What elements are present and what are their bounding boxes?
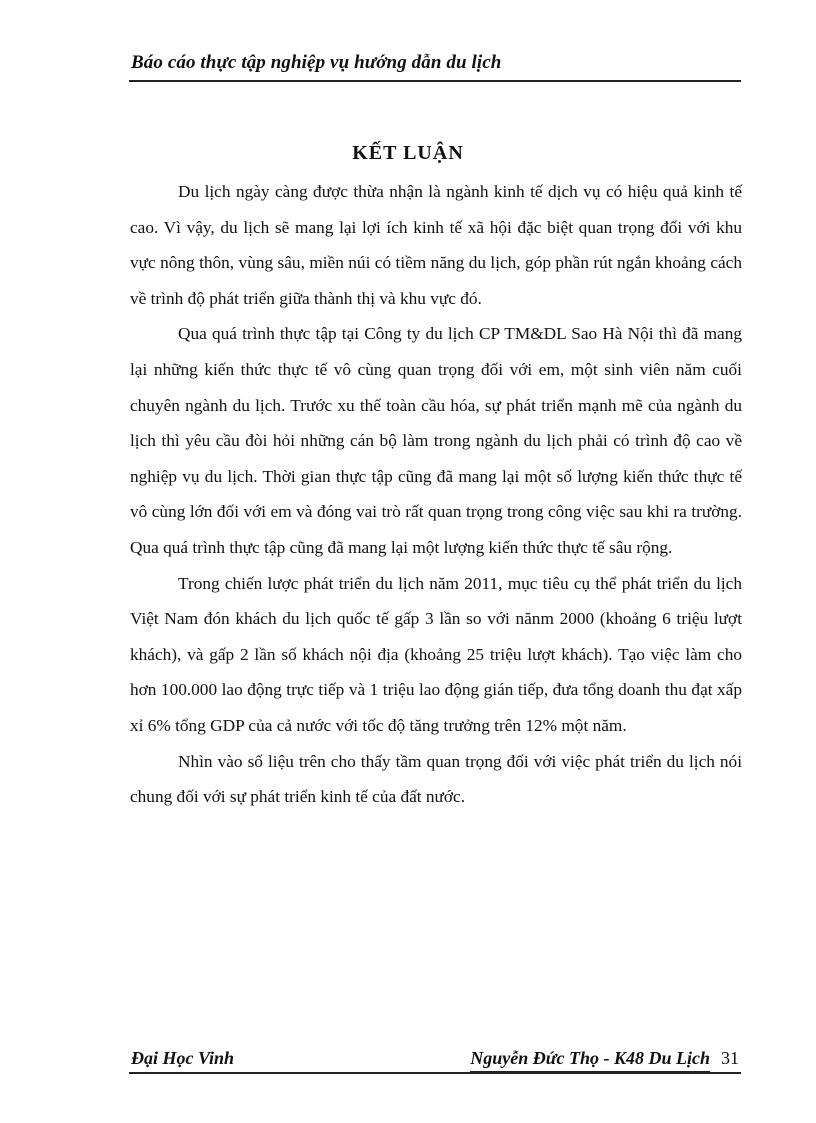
header-title: Báo cáo thực tập nghiệp vụ hướng dẫn du lịch — [131, 52, 502, 73]
page-footer — [129, 1044, 741, 1074]
page-header — [129, 50, 741, 82]
paragraph: Nhìn vào số liệu trên cho thấy tầm quan trọng đối với việc phát triển du lịch nói chung đối với sự phát triển kinh tế của đất nước. — [130, 751, 742, 807]
page-number: 31 — [721, 1048, 739, 1068]
section-title: KẾT LUẬN — [352, 142, 464, 164]
footer-author: Nguyễn Đức Thọ - K48 Du Lịch — [470, 1048, 710, 1073]
paragraph: Du lịch ngày càng được thừa nhận là ngành kinh tế dịch vụ có hiệu quả kinh tế cao. Vì vậy, du lịch sẽ mang lại lợi ích kinh tế xã hội đặc biệt quan trọng đối với khu vực nông thôn, vùng sâu, miền núi có tiềm năng du lịch, góp phần rút ngắn khoảng cách về trình độ phát triển giữa thành thị và khu vực đó. — [130, 182, 742, 308]
paragraph: Trong chiến lược phát triển du lịch năm 2011, mục tiêu cụ thể phát triển du lịch Việt Nam đón khách du lịch quốc tế gấp 3 lần so với nănm 2000 (khoảng 6 triệu lượt khách), và gấp 2 lần số khách nội địa (khoảng 25 triệu lượt khách). Tạo việc làm cho hơn 100.000 lao động trực tiếp và 1 triệu lao động gián tiếp, đưa tổng doanh thu đạt xấp xỉ 6% tổng GDP của cả nước với tốc độ tăng trưởng trên 12% một năm. — [130, 573, 742, 735]
document-body — [130, 174, 742, 815]
footer-school: Đại Học Vinh — [131, 1048, 235, 1068]
paragraph: Qua quá trình thực tập tại Công ty du lịch CP TM&DL Sao Hà Nội thì đã mang lại những kiến thức thực tế vô cùng quan trọng đối với em, một sinh viên năm cuối chuyên ngành du lịch. Trước xu thế toàn cầu hóa, sự phát triển mạnh mẽ của ngành du lịch thì yêu cầu đòi hỏi những cán bộ làm trong ngành du lịch phải có trình độ cao về nghiệp vụ du lịch. Thời gian thực tập cũng đã mang lại một số lượng kiến thức thực tế vô cùng lớn đối với em và đóng vai trò rất quan trọng trong công việc sau khi ra trường. Qua quá trình thực tập cũng đã mang lại một lượng kiến thức thực tế sâu rộng. — [130, 324, 742, 557]
